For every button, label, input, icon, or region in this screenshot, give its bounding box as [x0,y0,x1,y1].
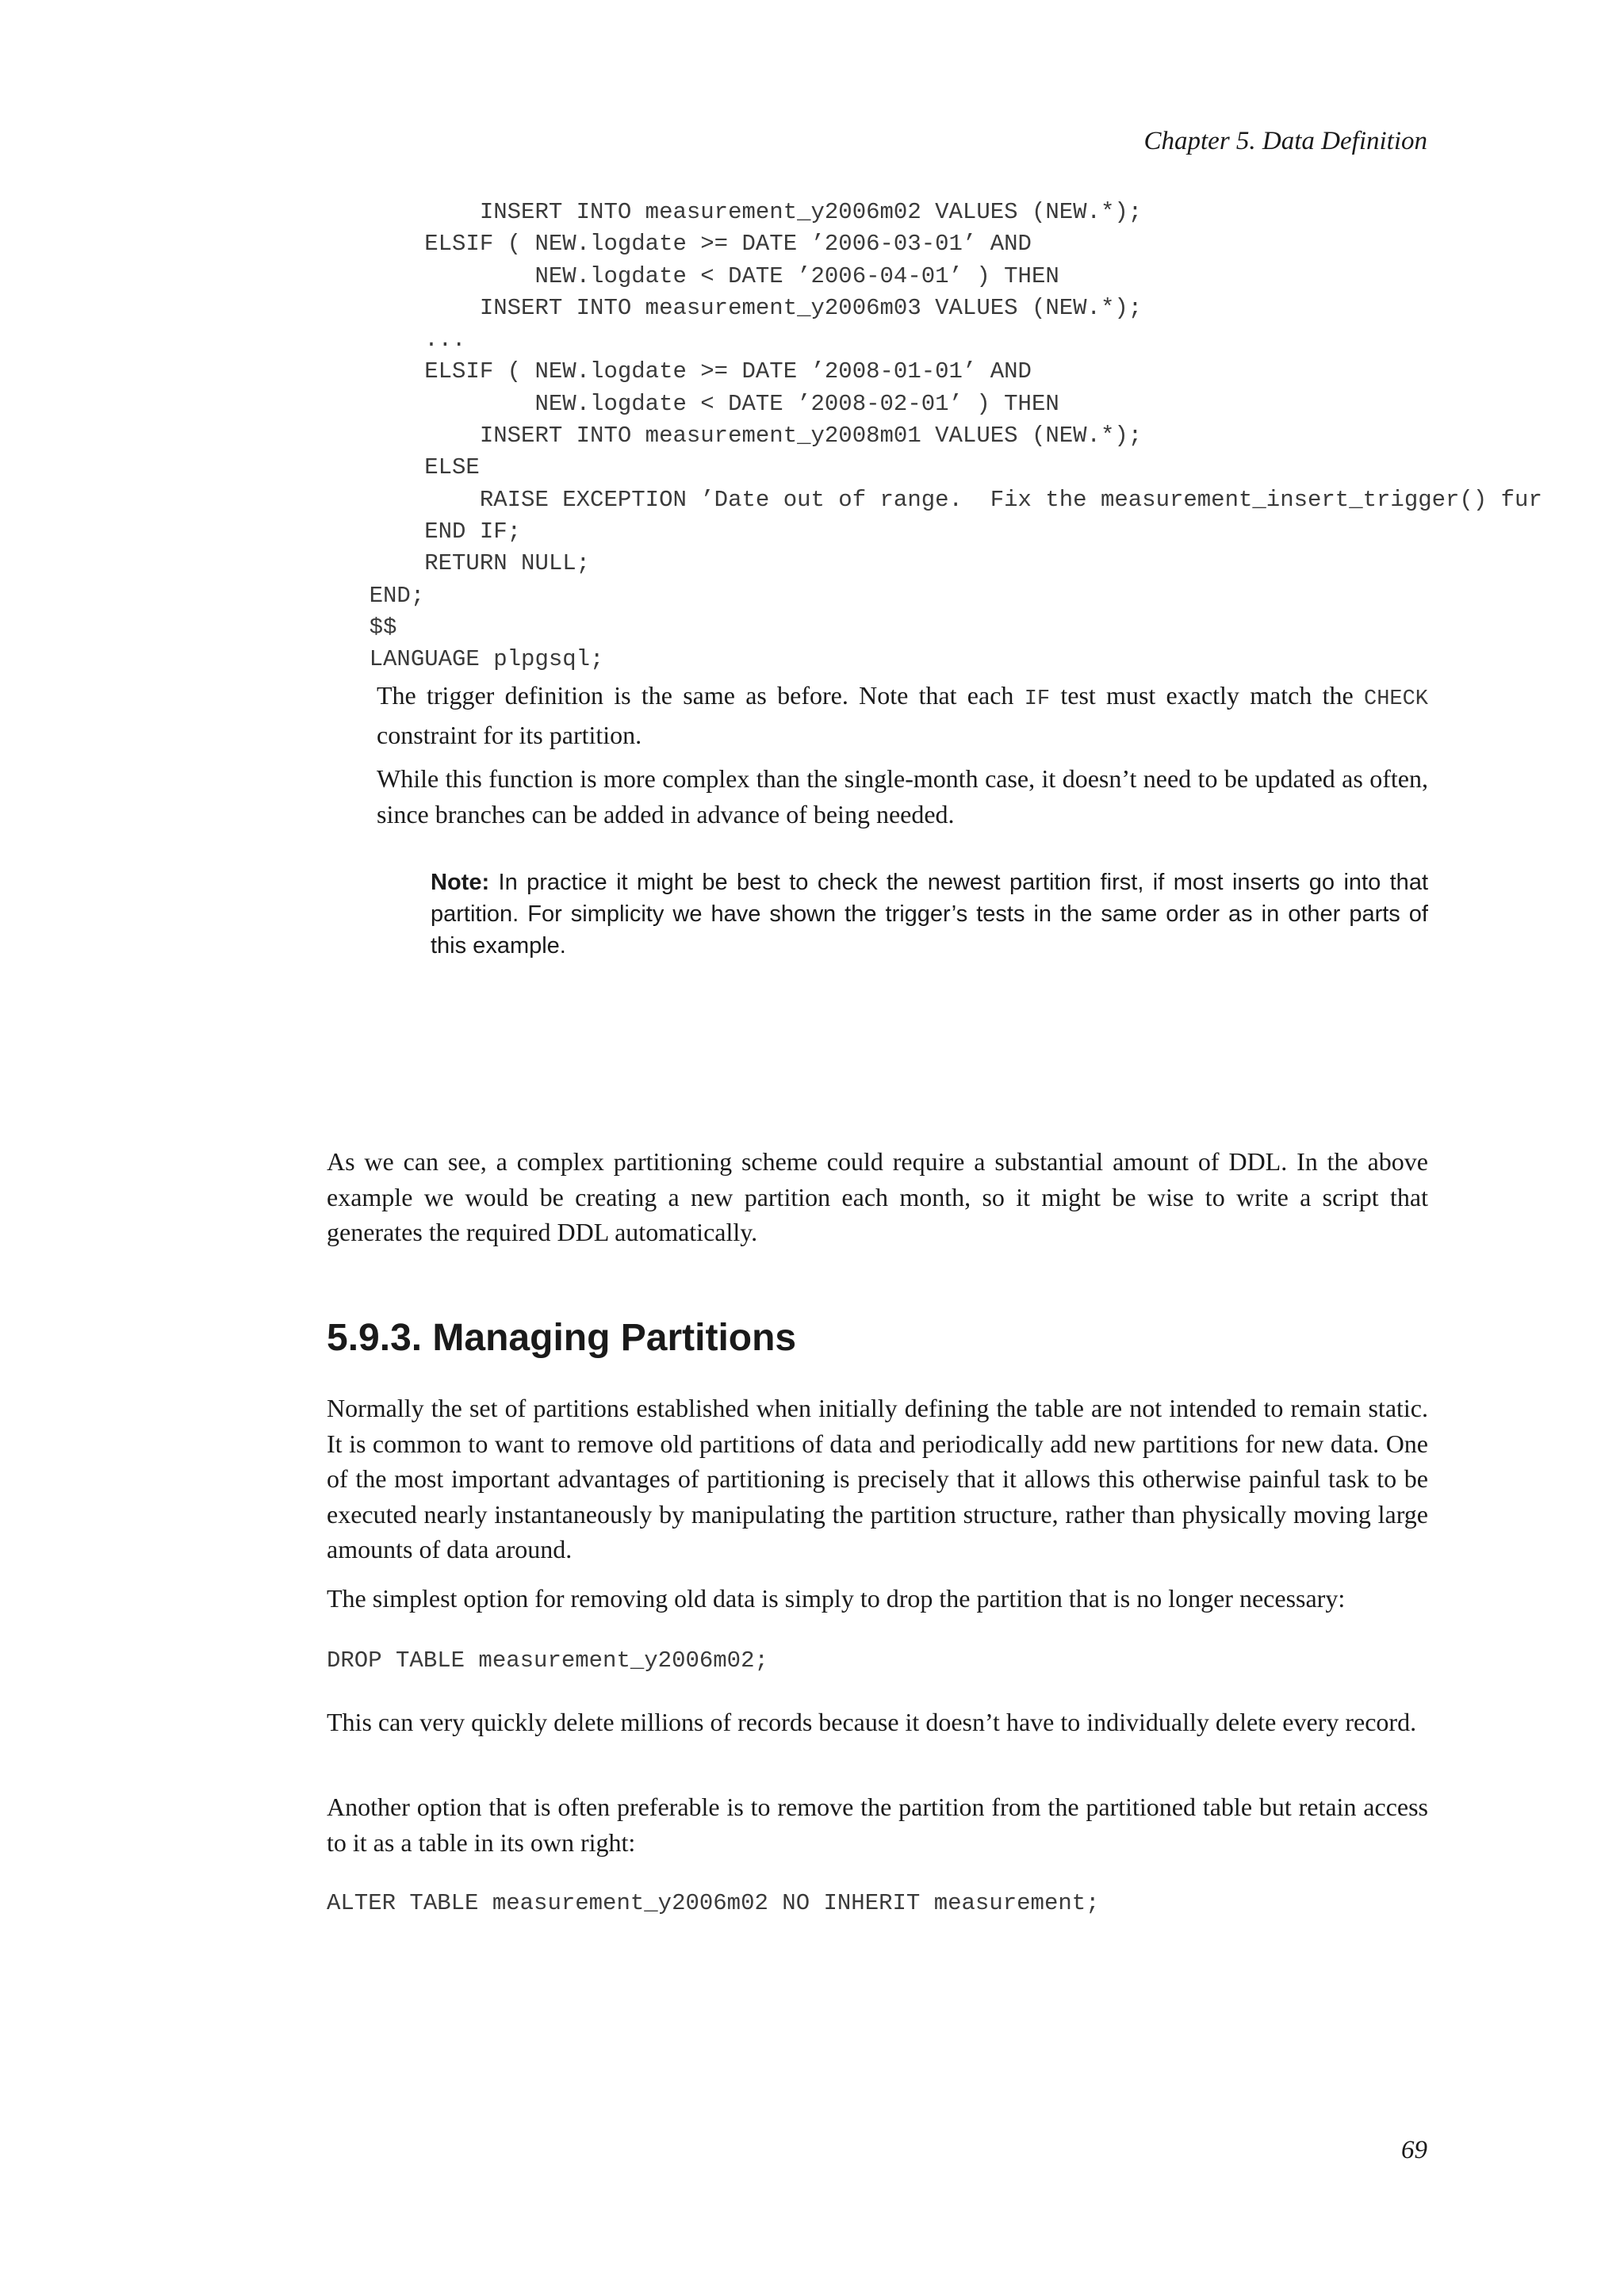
code-line: NEW.logdate < DATE ’2006-04-01’ ) THEN [314,262,1059,289]
paragraph-trigger-definition [377,678,1428,752]
code-line: ... [314,327,466,354]
note-label: Note: [431,870,490,895]
code-line: INSERT INTO measurement_y2006m02 VALUES (NEW.*); [314,199,1143,225]
section-heading: 5.9.3. Managing Partitions [327,1317,797,1359]
code-line: NEW.logdate < DATE ’2008-02-01’ ) THEN [314,390,1059,417]
trigger-text-2: test must exactly match the [1050,681,1364,710]
trigger-text-1: The trigger definition is the same as before. Note that each [377,681,1025,710]
trigger-text-3: constraint for its partition. [377,720,642,749]
code-drop-table [327,1645,768,1677]
inline-code-check: CHECK [1364,687,1429,711]
code-line: END IF; [314,518,522,545]
paragraph-function-complexity: While this function is more complex than the single-month case, it doesn’t need to be updated as often, since branches can be added in advance of being needed. [377,764,1428,828]
paragraph-quickly-delete: This can very quickly delete millions of records because it doesn’t have to individually delete every record. [327,1708,1417,1736]
code-line: RAISE EXCEPTION ’Date out of range. Fix the measurement_insert_trigger() fur [314,486,1542,513]
code-line: INSERT INTO measurement_y2008m01 VALUES (NEW.*); [314,423,1143,450]
code-line: RETURN NULL; [314,550,591,577]
paragraph-simplest-option: The simplest option for removing old data is simply to drop the partition that is no longer necessary: [327,1584,1346,1613]
code-line: $$ [314,614,397,641]
note-box [431,867,1428,962]
code-alter-table [327,1888,1100,1919]
note-text: In practice it might be best to check the newest partition first, if most inserts go into that partition. For simplicity we have shown the trigger’s tests in the same order as in other parts of this example. [431,870,1428,959]
page-number: 69 [1401,2136,1427,2164]
code-line: DROP TABLE measurement_y2006m02; [327,1647,768,1674]
paragraph-another-option: Another option that is often preferable is to remove the partition from the partitioned table but retain access to it as a table in its own right: [327,1793,1428,1857]
paragraph-ddl: As we can see, a complex partitioning scheme could require a substantial amount of DDL. In the above example we would be creating a new partition each month, so it might be wise to write a script that generates the required DDL automatically. [327,1147,1428,1246]
code-line: END; [314,582,425,609]
code-line: ELSIF ( NEW.logdate >= DATE ’2008-01-01’ AND [314,358,1032,385]
paragraph-normally: Normally the set of partitions established when initially defining the table are not intended to remain static. It is common to want to remove old partitions of data and periodically add new partitions for new data. One of the most important advantages of partitioning is precisely that it allows this otherwise painful task to be executed nearly instantaneously by manipulating the partition structure, rather than physically moving large amounts of data around. [327,1394,1428,1563]
code-line: ELSE [314,454,480,481]
inline-code-if: IF [1024,687,1051,711]
code-line: ELSIF ( NEW.logdate >= DATE ’2006-03-01’ AND [314,231,1032,258]
code-line: LANGUAGE plpgsql; [314,646,604,673]
code-line: INSERT INTO measurement_y2006m03 VALUES (NEW.*); [314,294,1143,321]
running-header: Chapter 5. Data Definition [1143,127,1427,155]
code-line: ALTER TABLE measurement_y2006m02 NO INHERIT measurement; [327,1890,1100,1916]
code-block-trigger-function [0,197,1624,675]
